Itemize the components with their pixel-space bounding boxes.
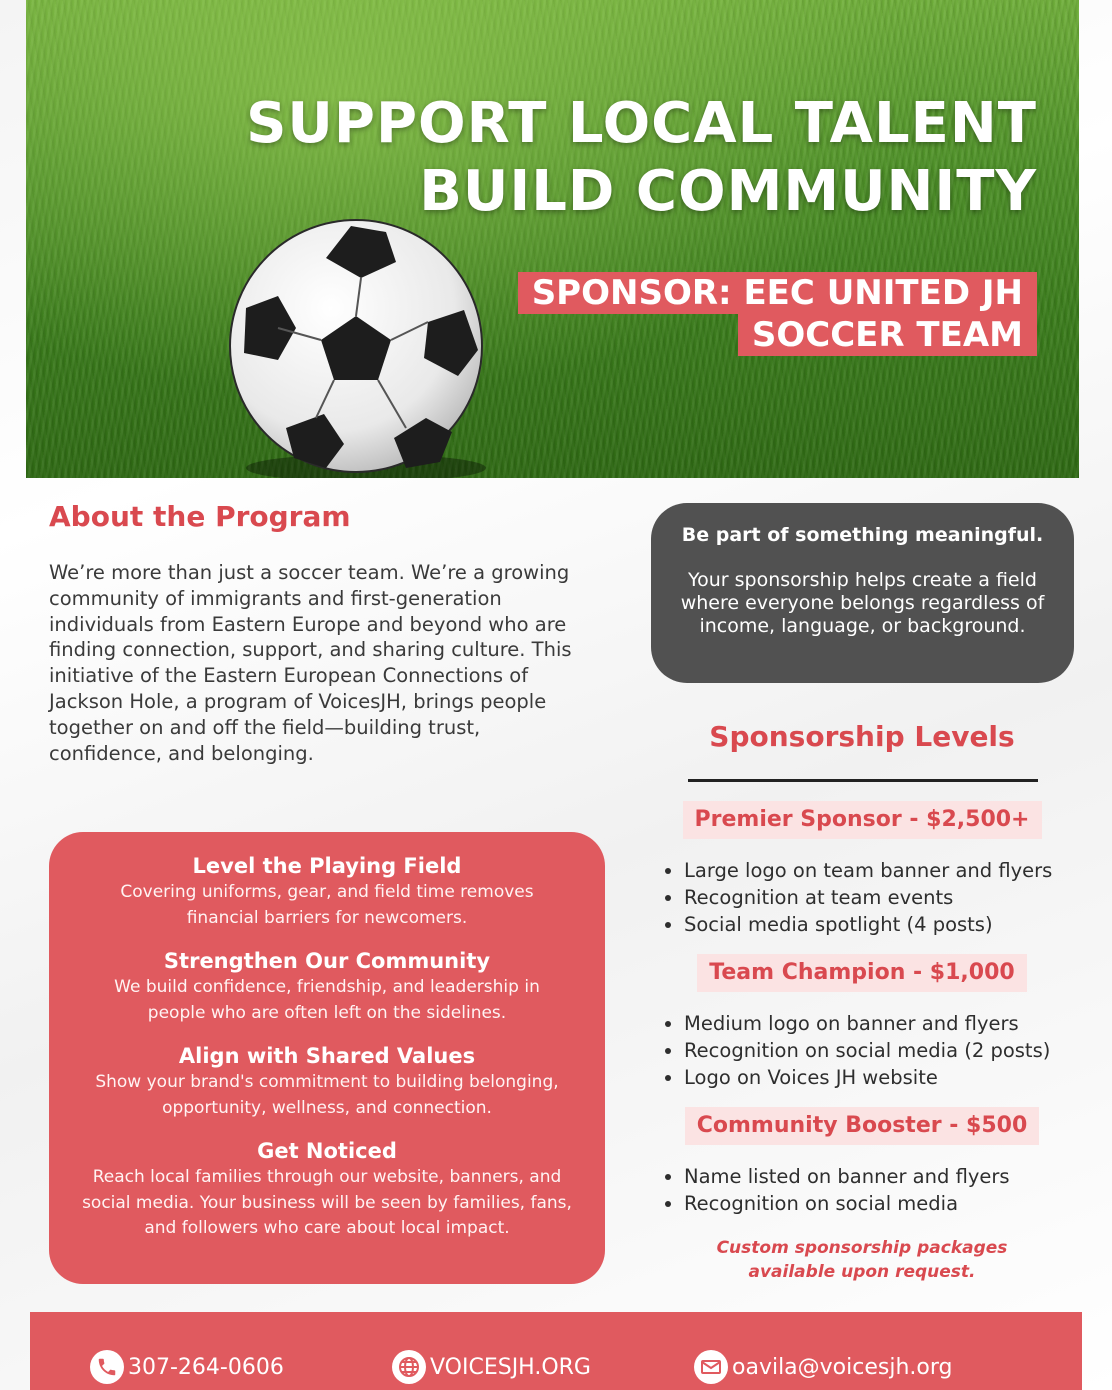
perk-item: Social media spotlight (4 posts) (684, 911, 1052, 938)
tier-label: Team Champion - $1,000 (697, 954, 1026, 992)
tier-perks-list (684, 1163, 1010, 1217)
perk-item: Large logo on team banner and flyers (684, 859, 1053, 882)
benefit-title: Get Noticed (257, 1139, 397, 1163)
benefit-desc: Reach local families through our website, banners, and social media. Your business will be seen by families, fans, and followers who care about local impact. (82, 1167, 572, 1238)
sponsor-banner-line1: SPONSOR: EEC UNITED JH (518, 272, 1037, 314)
perk-item: Recognition at team events (684, 884, 1052, 911)
custom-packages-note (652, 1236, 1072, 1284)
benefit-desc: We build confidence, friendship, and leadership in people who are often left on the sidelines. (114, 977, 540, 1023)
callout-body: Your sponsorship helps create a field where everyone belongs regardless of income, language, or background. (680, 569, 1045, 637)
globe-icon (392, 1350, 426, 1384)
about-title: About the Program (49, 500, 351, 533)
tier-booster (652, 1107, 1072, 1145)
benefit-desc: Covering uniforms, gear, and field time removes financial barriers for newcomers. (120, 882, 534, 928)
phone-icon (90, 1350, 124, 1384)
hero-title (246, 90, 1037, 226)
sponsorship-levels-title: Sponsorship Levels (709, 720, 1015, 753)
tier-label: Premier Sponsor - $2,500+ (683, 801, 1042, 839)
benefit-item (49, 852, 605, 931)
perk-item: Logo on Voices JH website (684, 1064, 1050, 1091)
tier-champion (652, 954, 1072, 992)
phone-number: 307-264-0606 (128, 1354, 284, 1380)
phone-contact[interactable] (90, 1350, 284, 1384)
benefit-item (49, 1042, 605, 1121)
benefit-title: Align with Shared Values (178, 1044, 476, 1068)
envelope-icon (694, 1350, 728, 1384)
email-contact[interactable] (694, 1350, 952, 1384)
website-url: VOICESJH.ORG (430, 1354, 591, 1380)
perk-item: Recognition on social media (2 posts) (684, 1039, 1051, 1062)
hero-title-line1: SUPPORT LOCAL TALENT (246, 91, 1037, 156)
levels-divider (688, 779, 1038, 782)
hero-title-line2: BUILD COMMUNITY (419, 159, 1037, 224)
custom-note-line1: Custom sponsorship packages (716, 1238, 1008, 1258)
sponsor-banner-line2: SOCCER TEAM (738, 314, 1037, 356)
website-contact[interactable] (392, 1350, 591, 1384)
sponsor-banner (518, 272, 1037, 356)
contact-footer (30, 1312, 1082, 1390)
benefit-title: Level the Playing Field (192, 854, 462, 878)
benefits-box (49, 832, 605, 1284)
custom-note-line2: available upon request. (748, 1262, 976, 1282)
soccer-ball-image (226, 218, 486, 478)
tier-label: Community Booster - $500 (685, 1107, 1040, 1145)
perk-item: Name listed on banner and flyers (684, 1165, 1010, 1188)
meaningful-callout (651, 503, 1074, 683)
benefit-desc: Show your brand's commitment to building belonging, opportunity, wellness, and connection. (95, 1072, 559, 1118)
email-address: oavila@voicesjh.org (732, 1354, 953, 1380)
tier-perks-list (684, 857, 1052, 938)
tier-premier (652, 801, 1072, 839)
about-body: We’re more than just a soccer team. We’re a growing community of immigrants and first-generation individuals from Eastern Europe and beyond who are finding connection, support, and sharing culture. This initiative of the Eastern European Connections of Jackson Hole, a program of VoicesJH, brings people together on and off the field—building trust, confidence, and belonging. (49, 561, 572, 765)
perk-item: Recognition on social media (684, 1190, 1010, 1217)
tier-perks-list (684, 1010, 1050, 1091)
benefit-item (49, 947, 605, 1026)
benefit-title: Strengthen Our Community (163, 949, 491, 973)
callout-title: Be part of something meaningful. (681, 524, 1044, 546)
perk-item: Medium logo on banner and flyers (684, 1010, 1050, 1037)
hero-banner (26, 0, 1079, 478)
benefit-item (49, 1137, 605, 1242)
